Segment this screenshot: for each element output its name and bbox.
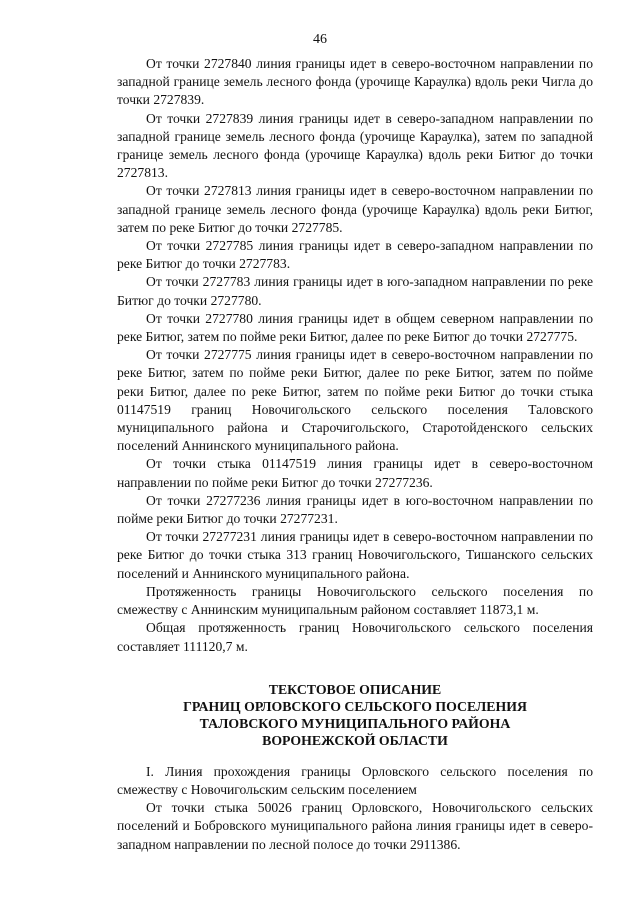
page-number: 46 (313, 32, 327, 47)
paragraph: От точки 2727783 линия границы идет в юго-западном направлении по реке Битюг до точки 2727780. (117, 274, 593, 308)
paragraph: От точки 2727785 линия границы идет в северо-западном направлении по реке Битюг до точки 2727783. (117, 238, 593, 272)
paragraph: От точки 2727840 линия границы идет в северо-восточном направлении по западной границе земель лесного фонда (урочище Караулка) вдоль реки Чигла до точки 2727839. (117, 56, 593, 108)
paragraph: I. Линия прохождения границы Орловского сельского поселения по смежеству с Новочигольским сельским поселением (117, 763, 593, 797)
paragraph: Протяженность границы Новочигольского сельского поселения по смежеству с Аннинским муниципальным районом составляет 11873,1 м. (117, 583, 593, 618)
heading-line: ВОРОНЕЖСКОЙ ОБЛАСТИ (262, 732, 448, 748)
paragraph: От точки стыка 50026 границ Орловского, Новочигольского сельских поселений и Бобровского муниципального района линия границы идет в северо-западном направлении по лесной полосе до точки 2911386. (117, 800, 593, 852)
paragraph: От точки стыка 01147519 линия границы идет в северо-восточном направлении по пойме реки Битюг до точки 27277236. (117, 456, 593, 490)
paragraph: От точки 27277231 линия границы идет в северо-восточном направлении по реке Битюг до точки стыка 313 границ Новочигольского, Тишанского сельских поселений и Аннинского муниципального района. (117, 529, 593, 581)
section-heading (117, 681, 593, 749)
paragraph: Общая протяженность границ Новочигольского сельского поселения составляет 111120,7 м. (117, 620, 593, 654)
paragraph: От точки 2727813 линия границы идет в северо-восточном направлении по западной границе земель лесного фонда (урочище Караулка) вдоль реки Битюг, затем по реке Битюг до точки 2727785. (117, 183, 593, 235)
boundary-description-new (117, 763, 593, 854)
paragraph: От точки 27277236 линия границы идет в юго-восточном направлении по пойме реки Битюг до точки 27277231. (117, 492, 593, 527)
heading-line: ТАЛОВСКОГО МУНИЦИПАЛЬНОГО РАЙОНА (199, 715, 511, 731)
paragraph: От точки 2727780 линия границы идет в общем северном направлении по реке Битюг, затем по пойме реки Битюг, далее по реке Битюг до точки 2727775. (117, 310, 593, 345)
boundary-description-continued (117, 55, 593, 656)
paragraph: От точки 2727839 линия границы идет в северо-западном направлении по западной границе земель лесного фонда (урочище Караулка), затем по западной границе земель лесного фонда (урочище Караулка) вдоль реки Битюг до точки 2727813. (117, 110, 593, 181)
heading-line: ГРАНИЦ ОРЛОВСКОГО СЕЛЬСКОГО ПОСЕЛЕНИЯ (183, 698, 527, 714)
body-text (117, 55, 593, 854)
paragraph: От точки 2727775 линия границы идет в северо-восточном направлении по реке Битюг, затем по пойме реки Битюг, далее по реке Битюг, затем по пойме реки Битюг, далее по реке Битюг, затем по пойме реки Битюг до точки стыка 01147519 границ Новочигольского сельского поселения Таловского муниципального района и Старочигольского, Старотойденского сельских поселений Аннинского муниципального района. (117, 347, 593, 454)
heading-line: ТЕКСТОВОЕ ОПИСАНИЕ (268, 681, 442, 697)
